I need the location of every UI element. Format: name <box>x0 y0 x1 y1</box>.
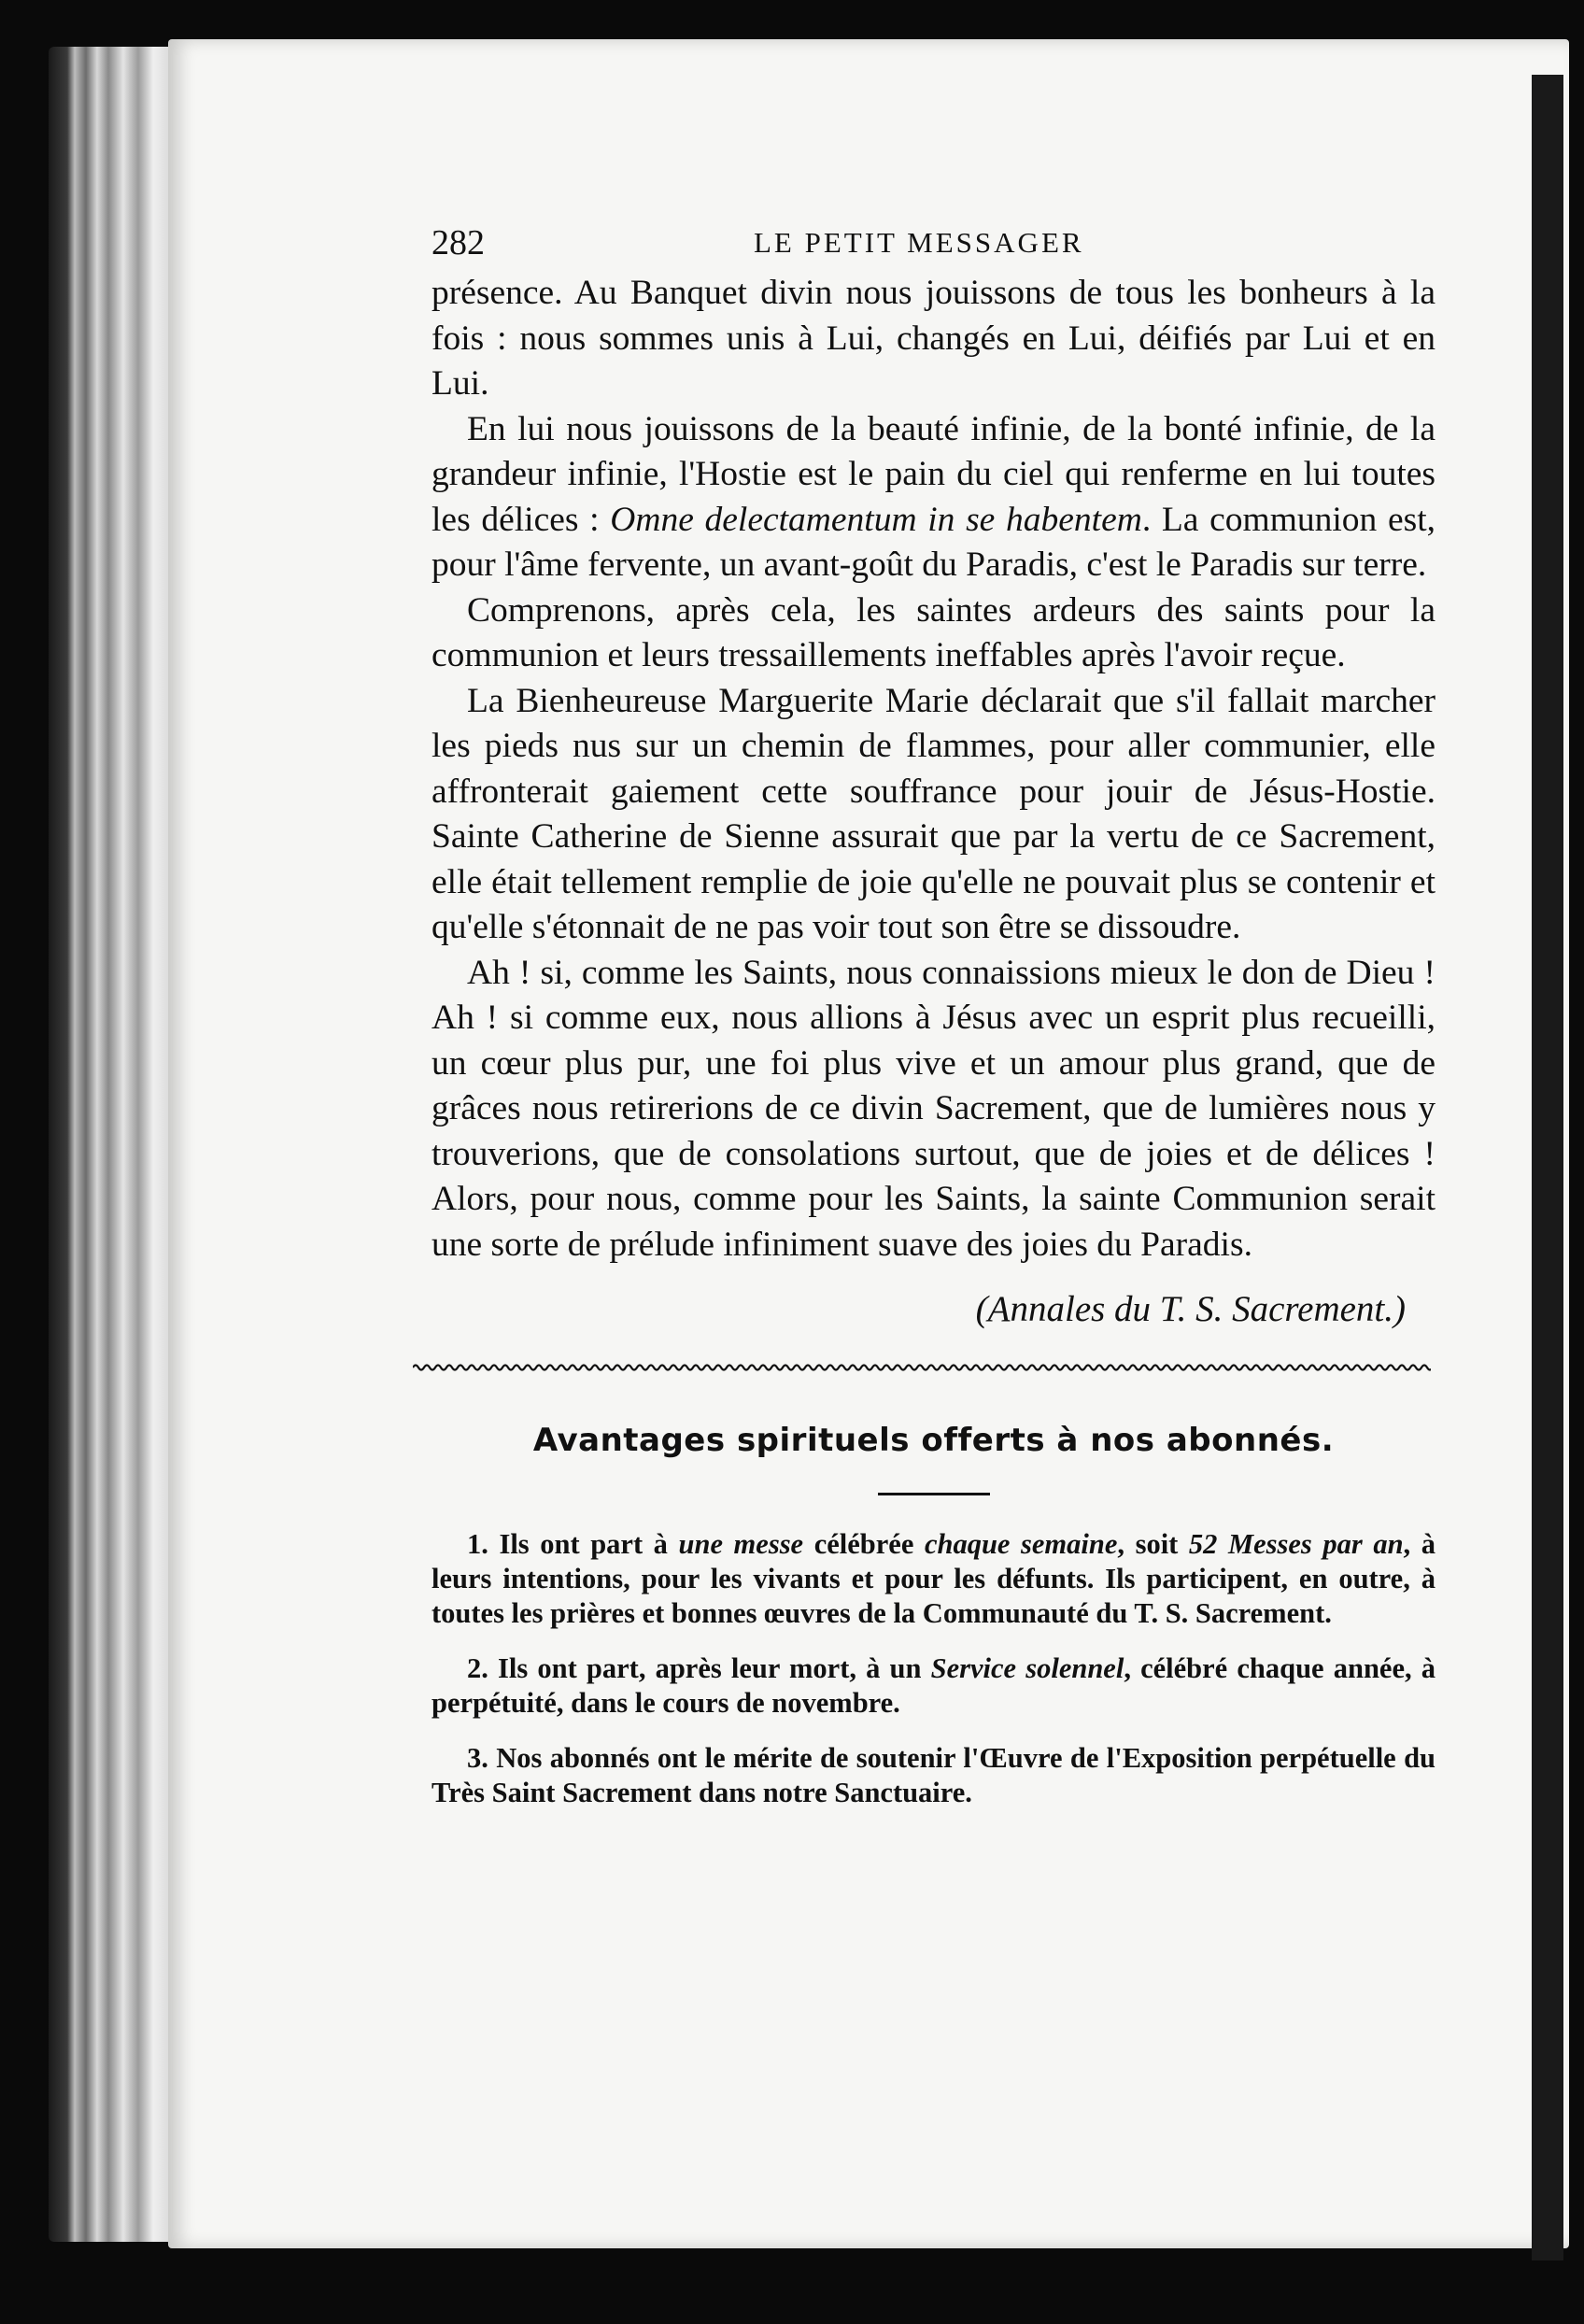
text-run: , soit <box>1117 1528 1189 1560</box>
paragraph <box>431 588 1436 679</box>
text-run: 1. Ils ont part à <box>467 1528 679 1560</box>
title-rule <box>878 1493 990 1495</box>
scan-margin <box>1532 75 1563 2260</box>
text-run: La Bienheureuse Marguerite Marie déclarait que s'il fallait marcher les pieds nus sur un chemin de flammes, pour aller communier, elle affronterait gaiement cette souffrance pour jouir de Jésus-Hostie. Sainte Catherine de Sienne assurait que par la vertu de ce Sacrement, elle était tellement remplie de joie qu'elle ne pouvait plus se contenir et qu'elle s'étonnait de ne pas voir tout son être se dissoudre. <box>431 681 1436 946</box>
benefit-item <box>431 1741 1436 1810</box>
page-content <box>431 215 1436 1831</box>
paragraph <box>431 951 1436 1268</box>
italic-text: chaque semaine <box>924 1528 1118 1560</box>
text-run: En lui nous jouissons de la beauté infinie, de la bonté infinie, de la grandeur infinie, l'Hostie est le pain du ciel qui renferme en lui toutes les délices : <box>431 409 1436 539</box>
running-title: LE PETIT MESSAGER <box>754 226 1084 259</box>
page-header <box>431 215 1436 271</box>
body-text <box>431 271 1436 1268</box>
italic-text: 52 Messes par an <box>1188 1528 1404 1560</box>
text-run: , à leurs intentions, pour les vivants et pour les défunts. Ils participent, en outre, à toutes les prières et bonnes œuvres de la Communauté du T. S. Sacrement. <box>431 1528 1436 1629</box>
italic-text: Omne delectamentum in se habentem <box>610 500 1142 539</box>
text-run: Comprenons, après cela, les saintes ardeurs des saints pour la communion et leurs tressaillements ineffables après l'avoir reçue. <box>431 590 1436 674</box>
benefit-item <box>431 1527 1436 1631</box>
text-run: , célébré chaque année, à perpétuité, dans le cours de novembre. <box>431 1652 1436 1719</box>
text-run: Ah ! si, comme les Saints, nous connaissions mieux le don de Dieu ! Ah ! si comme eux, nous allions à Jésus avec un esprit plus recueilli, un cœur plus pur, une foi plus vive et un amour plus grand, que de grâces nous retirerions de ce divin Sacrement, que de lumières nous y trouverions, que de consolations surtout, que de joies et de délices ! Alors, pour nous, comme pour les Saints, la sainte Communion serait une sorte de prélude infiniment suave des joies du Paradis. <box>431 953 1436 1264</box>
page-number: 282 <box>431 223 485 262</box>
text-run: présence. Au Banquet divin nous jouissons de tous les bonheurs à la fois : nous sommes unis à Lui, changés en Lui, déifiés par Lui et en Lui. <box>431 274 1436 403</box>
section-title: Avantages spirituels offerts à nos abonnés. <box>532 1422 1335 1459</box>
paragraph <box>431 679 1436 951</box>
benefit-item <box>431 1651 1436 1721</box>
text-run: 3. Nos abonnés ont le mérite de soutenir l'Œuvre de l'Exposition perpétuelle du Très Saint Sacrement dans notre Sanctuaire. <box>431 1742 1436 1808</box>
text-run: . La communion est, pour l'âme fervente, un avant-goût du Paradis, c'est le Paradis sur terre. <box>431 500 1436 584</box>
text-run: célébrée <box>803 1528 925 1560</box>
source-citation: (Annales du T. S. Sacrement.) <box>975 1289 1406 1329</box>
paragraph <box>431 271 1436 407</box>
benefits-list <box>431 1527 1436 1810</box>
italic-text: Service solennel <box>930 1652 1124 1684</box>
text-run: 2. Ils ont part, après leur mort, à un <box>467 1652 931 1684</box>
paragraph <box>431 407 1436 588</box>
wavy-divider <box>413 1354 1431 1381</box>
italic-text: une messe <box>678 1528 804 1560</box>
